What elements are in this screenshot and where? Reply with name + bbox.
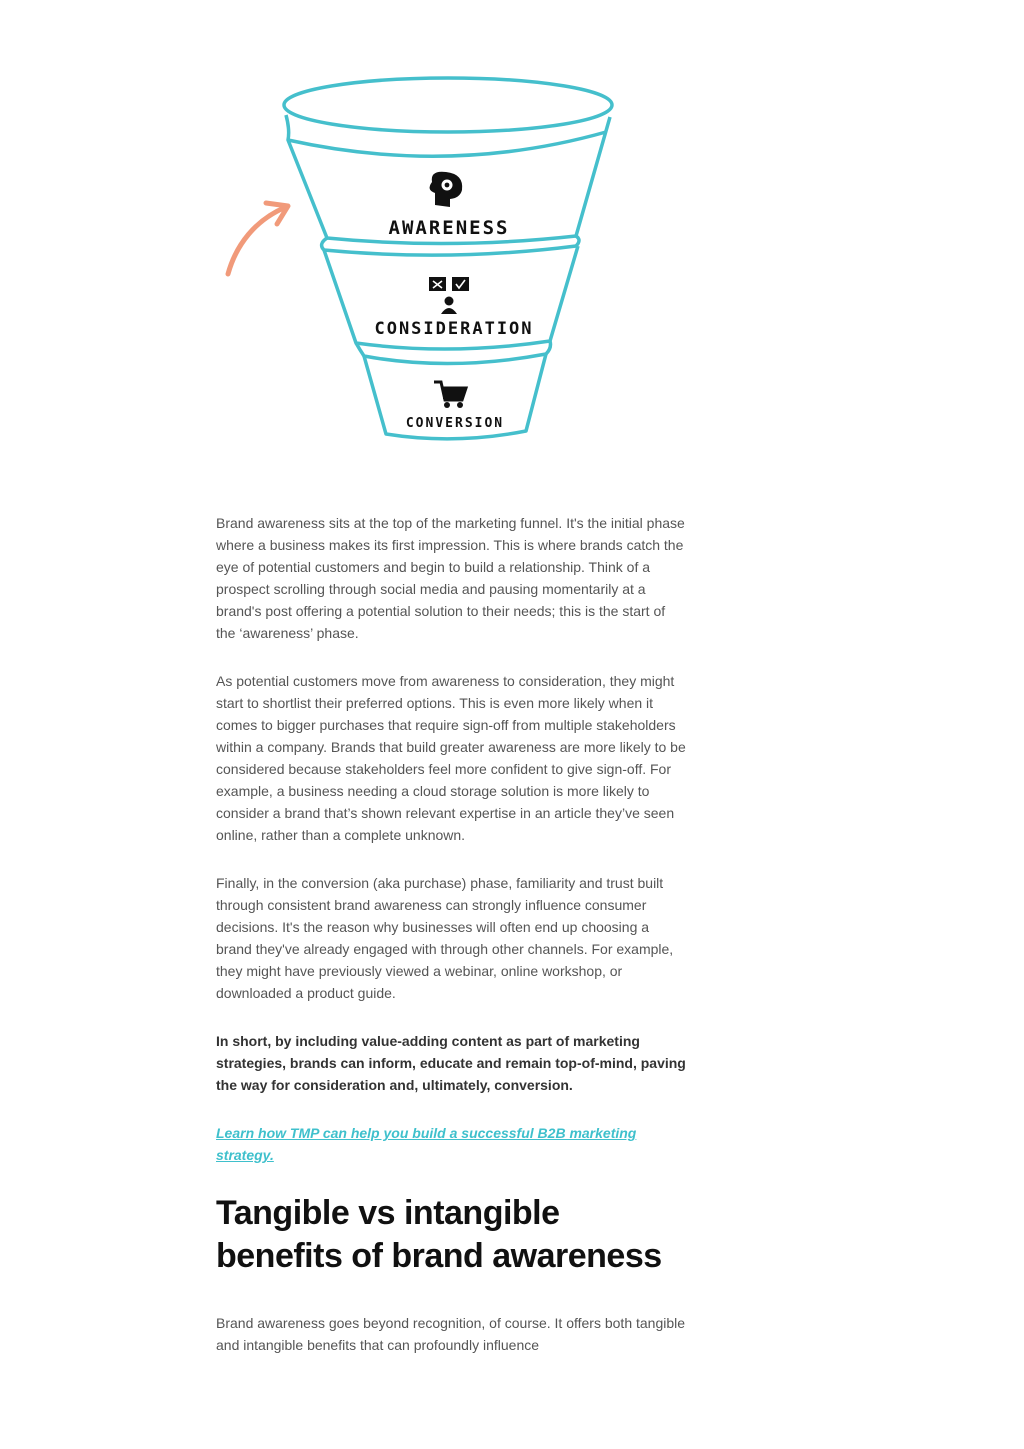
stage-label-consideration: CONSIDERATION bbox=[374, 319, 534, 339]
arrow-icon bbox=[228, 203, 288, 274]
person-choice-icon bbox=[429, 277, 469, 314]
stage-label-conversion: CONVERSION bbox=[405, 416, 505, 431]
paragraph-conversion: Finally, in the conversion (aka purchase) phase, familiarity and trust built through consistent brand awareness can strongly influence consumer decisions. It's the reason why businesses will often end up choosing a brand they've already engaged with through other channels. For example, they might have previously viewed a webinar, online workshop, or downloaded a product guide. bbox=[216, 875, 674, 1001]
marketing-funnel-illustration bbox=[210, 60, 640, 460]
paragraph-benefits-intro: Brand awareness goes beyond recognition, of course. It offers both tangible and intangible benefits that can profoundly influence bbox=[216, 1315, 686, 1353]
funnel-svg bbox=[210, 60, 640, 460]
section-heading: Tangible vs intangible benefits of brand awareness bbox=[216, 1194, 662, 1275]
stage-label-awareness: AWARENESS bbox=[388, 217, 510, 239]
head-eye-icon bbox=[430, 172, 463, 207]
article-body bbox=[216, 512, 686, 1382]
paragraph-consideration: As potential customers move from awareness to consideration, they might start to shortlist their preferred options. This is even more likely when it comes to bigger purchases that require sign-off from multiple stakeholders within a company. Brands that build greater awareness are more likely to be considered because stakeholders feel more confident to give sign-off. For example, a business needing a cloud storage solution is more likely to consider a brand that’s shown relevant expertise in an article they’ve seen online, rather than a complete unknown. bbox=[216, 673, 686, 843]
shopping-cart-icon bbox=[434, 382, 466, 408]
b2b-strategy-link[interactable]: Learn how TMP can help you build a successful B2B marketing strategy. bbox=[216, 1125, 637, 1163]
paragraph-summary: In short, by including value-adding content as part of marketing strategies, brands can inform, educate and remain top-of-mind, paving the way for consideration and, ultimately, conversion. bbox=[216, 1033, 686, 1093]
paragraph-awareness: Brand awareness sits at the top of the marketing funnel. It's the initial phase where a business makes its first impression. This is where brands catch the eye of potential customers and begin to build a relationship. Think of a prospect scrolling through social media and pausing momentarily at a brand's post offering a potential solution to their needs; this is the start of the ‘awareness’ phase. bbox=[216, 515, 685, 641]
